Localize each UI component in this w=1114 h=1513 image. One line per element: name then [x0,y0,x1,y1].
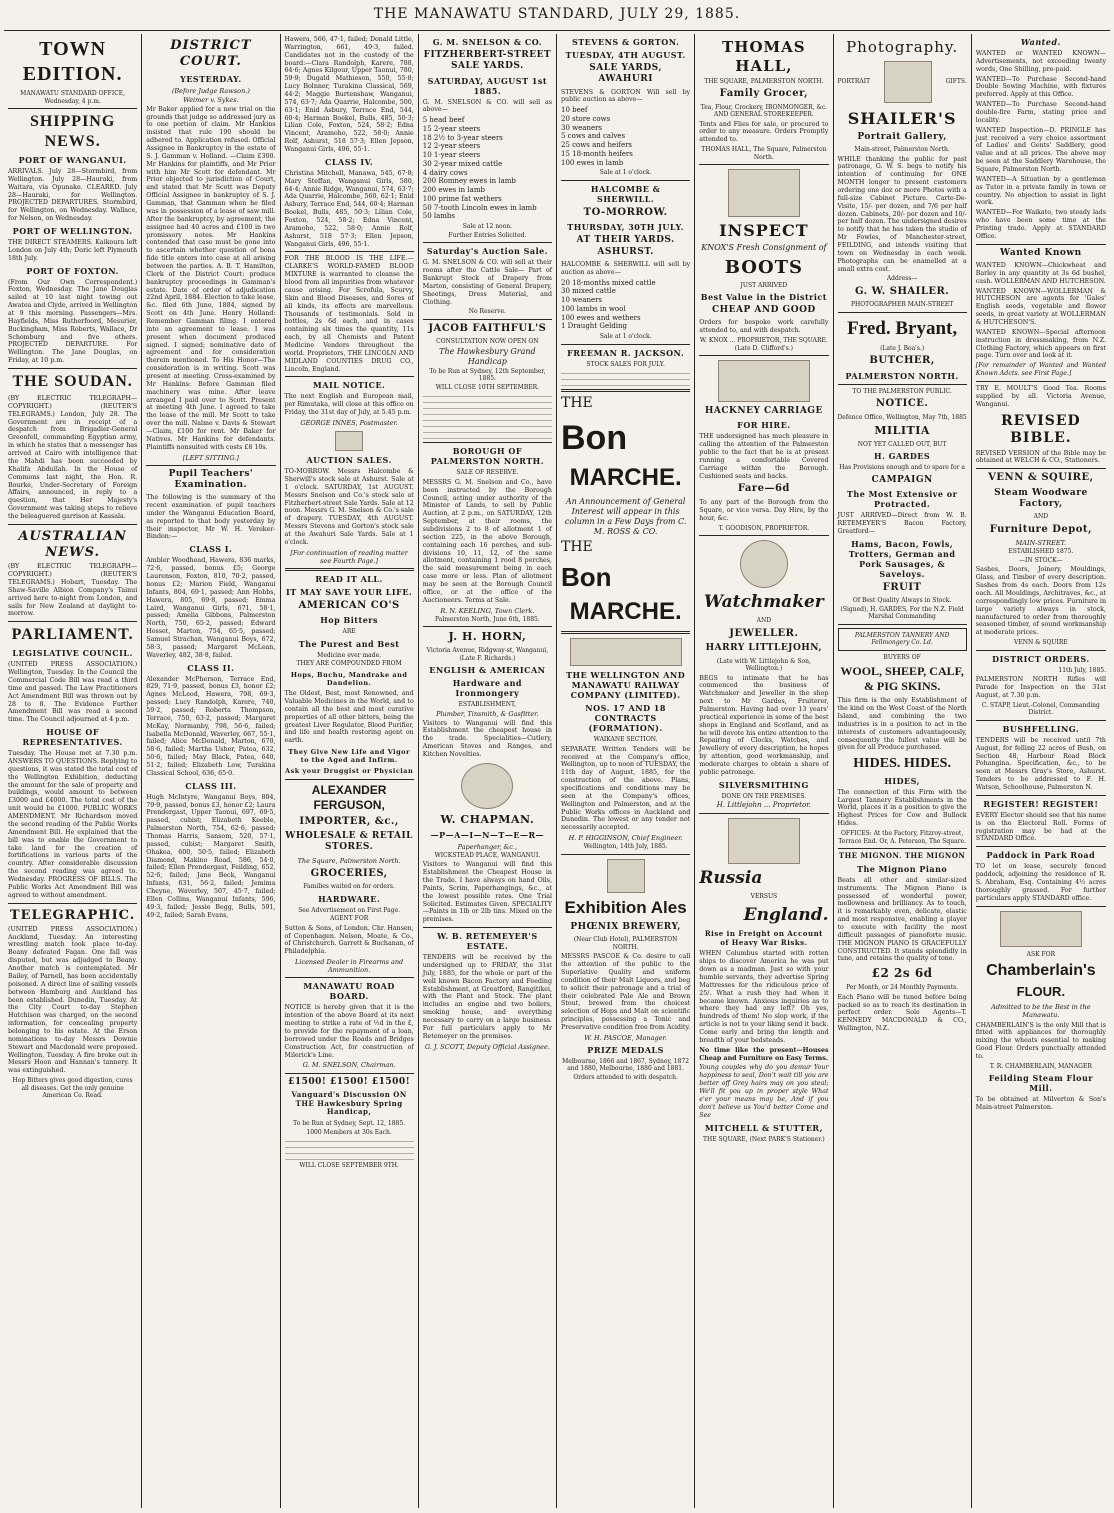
court-before: (Before Judge Rawson.) [171,86,250,95]
halcombe-intro: HALCOMBE & SHERWILL will sell by auction as above— [561,260,691,276]
road-board-sign: G. M. SNELSON, Chairman. [302,1061,396,1070]
flour-title: FLOUR. [1016,984,1066,1000]
train-engraving-icon [570,638,682,666]
house-text: Tuesday. The House met at 7.30 p.m. ANSWERS TO QUESTIONS. Replying to questions, it was stated the total cost of the Wellington Exhibition, deducting the amount for the sale of property and buildings, would amount to between £3000 and £4000. The total cost of the unit would be £1000. PUBLIC WORKS AMENDMENT. Mr Richardson moved the second reading of the Public Works Amendment Bill. He explained that the bill was to enable the Government to take land for the creation of fortifications in various parts of the country. After considerable discussion the second reading was agreed to. Wednesday. PROGRESS OF BILLS. The Public Works Act Amendment Bill was agreed to without amendment. [8,750,138,899]
hackney-title: HACKNEY CARRIAGE [704,406,823,417]
watchmaker-title: Watchmaker [704,592,824,613]
column-3 [281,34,419,1508]
not-called: NOT YET CALLED OUT, BUT [857,440,947,448]
telegraphic-text: (UNITED PRESS ASSOCIATION.) Auckland, Tuesday. An interesting wrestling match took place to-day. Beany defeated Fagan. One fall was disputed, but was adjudged to Beany. Another match is contemplated. Mr Bailey, of Parnell, has been accidentally poisoned. A direct line of sailing vessels between Hamburg and Auckland has been established. Dunedin, Tuesday. At the City Court to-day Stephen Hutchison was charged, on the second information, for concealing property belonging to his estate. At the Erson nominations to-day Messrs Downie Stewart and Macdonald were proposed. Wellington, Tuesday. A fire broke out in Messrs Hoon and Hannan's tannery. It was extinguished. [8,925,138,1075]
phoenix-sub: (Near Club Hotel), PALMERSTON NORTH. [573,936,678,951]
clock-illustration-icon [740,540,788,588]
hop-are: ARE [342,628,356,636]
column-8 [972,34,1110,1508]
fruit-sub: Of Best Quality Always in Stock. [852,597,952,605]
notice-title: NOTICE. [875,398,929,410]
foxton-text: (From Our Own Correspondent.) Foxton, Wednesday. The Jane Douglas sailed at 10 last night towing out Awatea and Clyde, arrived in Wellington at 9 this morning. Passengers—Mrs. Hayfields, Miss Rutherfoord, Mesurier, Buckingham, Miss Roberts, Wallace, Dr Schomburg and five others. PROJECTED DEPARTURE. For Wellington. The Jane Douglas, on Friday, at 10 p.m. [8,278,138,365]
hams-line: Hams, Bacon, Fowls, Trotters, German and Pork Sausages, & Saveloys. [848,538,956,579]
wanted-known-title: Wanted Known [1000,247,1082,258]
road-board-text: NOTICE is hereby given that it is the intention of the above Board at its next meeting to strike a rate of ½d in the £, to provide for the repayment of a loan, borrowed under the Roads and Bridges Construction Act, for construction of Milerick's Line. [284,1004,414,1059]
court-case: Weimer v. Sykes. [183,95,239,104]
russia-title: Russia [699,867,763,888]
mignon-tail: Each Piano will be tuned before being packed so as to reach its destination in perfect order. Sole Agents—T. KENNEDY MACDONALD & CO., Wellington, N.Z. [837,993,967,1033]
column-5 [557,34,695,1508]
ask-for: ASK FOR [1026,950,1056,958]
column-7 [834,34,972,1508]
versus-line: VERSUS [750,893,778,901]
australian-title: AUSTRALIAN NEWS. [18,528,127,561]
chapman-text: Visitors to Wanganui will find this Establishment the Cheapest House in the Trade. I have always on hand Oils, Paints, Scrim, Paperhangings, &c., at the lowest possible rates. One Trial Solicited. Estimates Given. SPECIALITY—Paints in 1lb or 2lb tins. Mixed on the premises. [422,861,552,924]
column-6 [695,34,833,1508]
bryant-butcher: BUTCHER, [869,355,935,367]
register-title: REGISTER! REGISTER! [983,798,1099,809]
bryant-name: Fred. Bryant, [847,317,958,339]
faithful-consult: CONSULTATION NOW OPEN ON [436,338,539,346]
port-wellington: PORT OF WELLINGTON. [12,226,133,237]
pascoe-text: MESSRS PASCOE & Co. desire to call the attention of the public to the Superlative Quality and uniform condition of their Malt Liquors, and beg to solicit their patronage and a trial of their celebrated Pale Ale and Brown Stout, brewed from the choicest selection of Hops and Malt on scientific principles, possessing a Tonic and Preservative condition free from Acidity. [561,953,691,1031]
bon-title: Bon [561,418,628,457]
gardes-name: H. GARDES [874,451,931,462]
mignon-title: THE MIGNON. THE MIGNON [838,851,966,861]
tannery-emblem: PALMERSTON TANNERY AND Fellmongery Co. Ld. [838,628,967,651]
stevens-intro: STEVENS & GORTON Will sell by public auction as above— [561,88,691,104]
snelson-noon: Sale at 12 noon. [462,223,513,231]
parliament-text: (UNITED PRESS ASSOCIATION.) Wellington, Tuesday. In the Council the Commercial Code Bill was read a third time and passed. The Law Practitioners Act Amendment Bill was thrown out by 28 to 8. The Evidence Further Amendment Bill was read a second time. The Council adjourned at 4 p.m. [8,661,138,724]
painter-emblem-icon [461,763,513,809]
higginson-sign: H. P. HIGGINSON, Chief Engineer. [568,834,683,843]
hides-sub: HIDES, [884,775,920,786]
left-sitting: [LEFT SITTING.] [182,453,239,462]
shailer-title: SHAILER'S [847,108,957,128]
soudan-title: THE SOUDAN. [12,373,133,391]
ferguson-hardware: HARDWARE. [318,893,381,904]
stevens-date: TUESDAY, 4TH AUGUST. [565,50,686,60]
mignon-per-month: Per Month, or 24 Monthly Payments. [846,984,959,992]
mail-text: The next English and European mail, per Rimutaka, will close at this office on Friday, the 31st day of July, at 5.45 p.m. [284,393,414,417]
saturday-title: Saturday's Auction Sale. [426,246,549,257]
horn-eng-am: ENGLISH & AMERICAN [429,665,546,675]
wanted-3: WANTED—To Purchase Second-hand double-fire Farm, stating price and locality. [975,101,1106,124]
snelson-further: Further Entries Solicited. [448,231,527,239]
boots-arrived: JUST ARRIVED [740,281,788,289]
horn-name: J. H. HORN, [448,630,527,644]
shailer-photographer: PHOTOGRAPHER MAIN-STREET [850,301,954,309]
american-co: AMERICAN CO'S [298,599,400,611]
watchmaker-and: AND [756,617,772,625]
telegraphic-title: TELEGRAPHIC. [9,907,136,923]
pupil-title: Pupil Teachers' Examination. [168,468,254,490]
silversmith-premises: DONE ON THE PREMISES. [721,792,807,800]
class2-title: CLASS II. [187,662,235,673]
class4-text: Christina Mitchell, Manawa, 545, 67·8; Mary Steffan, Wanganui Girls, 580, 64·4; Annie Ridge, Wanganui, 574, 63·7; Ada Quarrie, Halcombe, 560, 62·1; Enid Asbury, Terrace End, 544, 60·4; Harman Boekel, Bulls, 485, 50·3; Lilian Cole, Foxton, 524, 58·2; Edna Vincent, Aramoho, 522, 58·0; Annie Rolf, Ashurst, 518 57·3; Ellen Jepson, Wanganui Girls, 496, 55·1. [284,169,414,248]
bon2-title: Bon [561,561,612,592]
ferguson-importer: IMPORTER, &c., [299,815,399,827]
faithful-title: JACOB FAITHFUL'S [428,322,547,334]
marche-title: MARCHE. [569,464,682,492]
stevens-sale: Sale at 1 o'clock. [599,169,652,177]
snelson-will-sell: G. M. SNELSON & CO. will sell as above— [422,98,552,114]
wanted-known-2: WANTED KNOWN—WOLLERMAN & HUTCHESON are agents for 'Gales' English seeds, vegetable and flower seeds, in great variety at WOLLERMAN & HUTCHESON'S. [975,287,1106,327]
port-foxton: PORT OF FOXTON. [26,265,119,276]
freight-line: Rise in Freight on Account of Heavy War Risks. [704,928,823,947]
freeman-sales: STOCK SALES FOR JULY. [586,360,665,368]
wanted-known-3: WANTED KNOWN—Special afternoon instruction in dressmaking, from N.Z. Clothing Factory, which appears on first page. Turn over and look at it. [975,328,1106,360]
mail-sign: GEORGE INNES, Postmaster. [300,418,398,427]
just-arrived: JUST ARRIVED—Direct from W. B. RETEMEYER'S Bacon Factory, Greatford— [837,512,967,535]
wanted-5: WANTED—A Situation by a gentleman as Tutor in a private family in town or country. No objection to assist in light work. [975,175,1106,207]
wanted-1: WANTED or WANTED KNOWN—Advertisements, not exceeding twenty words, One Shilling, pre-paid. [975,50,1106,73]
jeweller-title: JEWELLER. [729,627,799,639]
masthead-rule [4,30,1110,31]
keeling-sign: R. N. KEELING, Town Clerk. [440,606,535,615]
bed-illustration-icon [728,818,800,864]
barrel-icon [607,859,645,893]
col1-footnote: Hop Bitters gives good digestion, cures all diseases. Get the only genuine American Co. Read. [12,1077,133,1100]
retemeyer-title: W. B. RETEMEYER'S ESTATE. [437,931,538,952]
pascoe-sign: W. H. PASCOE, Manager. [584,1033,667,1042]
venn-name: VENN & SQUIRE, [988,472,1094,484]
defence-line: Defence Office, Wellington, May 7th, 1885 [837,413,967,421]
ferguson-agent-text: Sutton & Sons, of London. Chr. Hansen, of Copenhagen. Nelson, Moate, & Co., of Christchurch. Garrett & Buchanan, of Philadelphia. [284,924,414,956]
railway-title: THE WELLINGTON AND MANAWATU RAILWAY COMPANY (LIMITED). [566,670,686,701]
ferguson-groceries: GROCERIES, [310,867,388,879]
blood-ad: FOR THE BLOOD IS THE LIFE.—CLARKE'S WORLD-FAMED BLOOD MIXTURE is warranted to cleanse the blood from all impurities from whatever cause arising. For Scrofula, Scurvy, Skin and Blood Diseases, and Sores of all kinds, its effects are marvellous. Thousands of testimonials. Sold in bottles, 2s 6d each, and in cases containing six times the quantity, 11s each, by all Chemists and Patent Medicine Vendors throughout the world. Proprietors, THE LINCOLN AND MIDLAND COUNTIES DRUG CO., Lincoln, England. [284,255,414,373]
read-it-all: READ IT ALL. [315,573,383,584]
tr-chamberlain: T. R. CHAMBERLAIN, MANAGER [989,1062,1092,1070]
poem-text: Young couples why do you demur Your happiness to seal, Don't wait till you are better off Grey hairs may on you steal; We'll fit you up in proper style What e'er your means may be, And if you don't believe us You'd better Come and See [699,1064,829,1119]
office-line: MANAWATU STANDARD OFFICE, Wednesday, 4 p.m. [20,90,126,105]
vanguard-subscriptions: 1000 Members at 30s Each. [306,1128,392,1136]
railway-section: WAIKANE SECTION. [593,736,658,744]
stevens-stock: 10 beef 20 store cows 30 weaners 5 cows and calves 25 cows and heifers 15 18-month heifers 100 ewes in lamb [561,106,633,167]
bryant-sub: (Late J. Boa's.) [880,344,925,352]
portrait-gifts-row [838,59,967,105]
purest-best: The Purest and Best [298,638,400,649]
auction-text: TO-MORROW. Messrs Halcombe & Sherwill's stock sale at Ashurst. Sale at 1 o'clock. SATURDAY, 1st AUGUST. Messrs Snelson and Co.'s stock sale at Fitzherbert-street Sale Yards. Sale at 12 noon. Messrs G. M. Snelson & Co.'s sale of drapery. TUESDAY, 4th AUGUST. Messrs Stevens and Gorton's stock sale at the Awahuri Sale Yards. Sale at 1 o'clock. [284,468,414,546]
class4-title: CLASS IV. [325,156,374,167]
class3-title: CLASS III. [185,780,237,791]
no-reserve: No Reserve. [468,308,506,316]
hackney-hire: FOR HIRE. [737,420,791,431]
medals-text: Melbourne, 1866 and 1867, Sydney, 1872 and 1880, Melbourne, 1880 and 1881. [562,1057,690,1073]
ferguson-families: Families waited on for orders. [303,883,395,891]
class2-text: Alexander McPherson, Terrace End, 829, 71·9, passed, bonus £3, honor £2; Agnes McLeod, Hawera, 798, 69·3, passed; Lucy Randolph, Karere, 740, 59·2, passed; Roberta Thompson, Terrace, 750, 63·2, passed; Margaret McKay, Normanby, 798, 56·6, failed; Isabella McDonald, Waverley, 667, 55·1, failed; Alice McDonald, Marton, 670, 58·6, failed; Martha Usher, Patea, 632, 50·6, failed; May Black, Patea, 640, 51·2, failed; Elizabeth Low, Turakina Classical School, 636, 65·0. [146,675,276,777]
road-board-title: MANAWATU ROAD BOARD. [303,981,395,1002]
vanguard-prize: £1500! £1500! £1500! [288,1076,411,1087]
bryant-pn: PALMERSTON NORTH. [845,370,959,381]
vanguard-close: WILL CLOSE SEPTEMBER 9TH. [299,1162,399,1170]
knox-line: KNOX'S Fresh Consignment of [701,243,827,253]
court-text: Mr Baker applied for a new trial on the grounds that judge so addressed jury as to one portion of claim. Mr Hankins insisted that rule 190 should be adhered to. Application refused. Official Assignee in Bankruptcy in the estate of S. J. Gamman v. Holland. —Claim £300. Mr Hankins for plaintiffs, and Mr Prior with him Mr Scott for defendant. Mr Prior objected to jurisdiction of Court, and stated that Mr Scott was Deputy Official Assignee in bankruptcy of S. J. Gamman, that Gamman when he filed was in possession of a lease of saw mill. After the bankruptcy, by agreement, the assignee had 40 acres and £100 in two promissory notes. Mr Hankins contended that case must be gone into to ascertain whether question of bona fide title enters into case at all arising between the parties. A. B. T. Hamilton, Clerk of the District Court: produce bankruptcy proceedings in Gamman's estate. Date of order of adjudication 22nd April, 1884. Election to take lease, &c. filed 6th June, 1884, signed by Scott on 4th June. Henry Holland: Remember Gamman filing. I entered into an agreement to lease. I was present when document produced signed. I signed; nominative date of agreement and for consideration therein mentioned. To His Honor—The consideration is in writing. Scott was present at meeting. Cross-examined by Mr Hankins: Before Gamman filed machinery was mine. After leave arranged I paid over to Scott. Present at meeting 4th June. I agreed to take the lease of the mill. Mr Scott to take over the mill. Nalme v. Davis & Stewart—Claim, £100 for rent. Mr Baker for Natives. Mr Hankins for defendants. Plaintiffs nonsuited with costs £8 10s. [146,105,276,451]
hall-name: THOMAS HALL, [722,38,806,75]
port-wanganui: PORT OF WANGANUI. [18,155,127,165]
court-title: DISTRICT COURT. [170,38,252,70]
venn-furniture: Furniture Depot, [989,523,1093,535]
hall-family: Family Grocer, [719,88,809,99]
horn-addr: Victoria Avenue, Ridgway-st, Wanganui, (Late F. Richards.) [426,647,549,662]
paddock-text: TO let on lease, securely fenced paddock, adjoining the residence of R. S. Abraham, Esq. Containing 4½ acres thoroughly grassed. For further particulars apply STANDARD office. [975,863,1106,902]
vanguard-sub: To be Run at Sydney, Sept. 12, 1885. [293,1120,406,1128]
hides-text: The connection of this Firm with the Largest Tannery Establishments in the World, places it in a position to give the Highest Prices for Cow and Bullock Hides. [837,788,967,828]
fare-text: To any part of the Borough from the Square, or vice versa. Day Hire, by the hour, &c. [699,498,829,522]
mail-title: MAIL NOTICE. [312,380,386,391]
venn-in-stock: —IN STOCK— [1019,556,1063,564]
remainder-note: [For remainder of Wanted and Wanted Known Adcts. see First Page.] [975,362,1106,378]
portrait-gallery: Portrait Gallery, [857,131,947,142]
flour-text: CHAMBERLAIN'S is the only Mill that is fitted with appliances for thoroughly mixing the wheats essential to making Good Flour. Orders punctually attended to. [975,1021,1106,1060]
shailer-street: Main-street, Palmerston North. [854,146,950,153]
freeman-title: FREEMAN R. JACKSON. [567,347,685,358]
try-moult: TRY E. MOULT'S Good Tea. Rooms supplied by all. Victoria Avenue, Wanganui. [975,385,1106,408]
littlejohn-text: BEGS to intimate that he has commenced the business of Watchmaker and Jeweller in the shop next to Mr Gardes, Fruiterer, Palmerston. Having had over 13 years' practical experience in some of the best shops in England and Scotland, and as he will devote his entire attention to the Repairing of Clocks, Watches, and Jewellery of every description, he hopes by attention, good workmanship, and moderate charges to obtain a share of public patronage. [699,674,829,776]
wheat-sheaf-icon [1000,911,1082,947]
soudan-text: (BY ELECTRIC TELEGRAPH—COPYRIGHT.) (REUTER'S TELEGRAMS.) London, July 28. The Government are in receipt of a despatch from Brigadier-General Greenfell, commanding Egyptian army, in which he states that a messenger has arrived at Cairo with intelligence that the Mahdi has been succeeded by Khalifa Abdullah. In the House of Commons last night, the Hon. R. Bourke, Under-Secretary of Foreign Affairs, announced, in reply to a question, that Her Majesty's Government was taking steps to relieve the beleaguered garrison at Kassala. [8,395,138,520]
bushfelling-text: TENDERS will be received until 7th August, for felling 22 acres of Bush, on Section 48, Harbour Road Block Pohangina. Specification, &c., to be seen at Messrs Gray's Store, Ashurst. Tenders to be addressed to F. H. Watson, Schoolhouse, Palmerston N. [975,736,1106,791]
venn-established: ESTABLISHED 1875. [1008,548,1074,556]
legislative-title: LEGISLATIVE COUNCIL. [12,648,133,659]
horn-establishment: ESTABLISHMENT, [458,701,517,708]
hawkesbury-close: WILL CLOSE 10TH SEPTEMBER. [435,383,540,391]
hall-addr: THE SQUARE, PALMERSTON NORTH. [704,77,824,85]
venn-text: Sashes, Doors, Joinery, Mouldings, Glass, and Timber of every description. Sashes from 4s each. Doors from 12s each. All Mouldings, Architraves, &c., at correspondingly low prices. Furniture in large variety always in stock, manufactured to order from thoroughly seasoned timber, of sound workmanship at moderate prices. [975,566,1106,637]
shailer-text: WHILE thanking the public for past patronage, G. W. S. begs to notify his intention of continuing for ONE MONTH longer to present customers ordering one doz or more Photos with a full-size Cabinet Picture. Carte-De-Visite, 15/- per dozen, and 7/6 per half dozen. Cabinets, 20/- per dozen and 10/- per half dozen. The undersigned desires to notify that he has taken the studio of Mr Fowles, of Manchester-street, FEILDING, and intends visiting that town on Wednesday in each week. Photographs can be enamelled at a small extra cost. [837,155,967,273]
flour-admitted: Admitted to be the Best in the Manawatu. [991,1003,1091,1020]
saturday-text: G. M. SNELSON & CO. will sell at their rooms after the Cattle Sale— Part of Bankrupt Stock of Drapery from Marton, consisting of General Drapery, Sheetings, Dress Material, and Clothing. [422,259,552,306]
boots-title: BOOTS [724,257,804,279]
district-title: DISTRICT ORDERS. [992,653,1090,664]
scott-sign: G. J. SCOTT, Deputy Official Assignee. [424,1042,550,1051]
house-title: HOUSE OF REPRESENTATIVES. [22,727,123,748]
russia-text: WHEN Columbus started with rotten ships to discover America he was put down as a madman. Just so with your humble servants, they advertise Spring Mattresses for the ridiculous price of 25/. What a rush they had when it became known. Anxious inquiries as to where they had any left? Oh yes, hundreds of them! No slop work, if the article is not to your liking send it back. Come early and bring the length and breadth of your bedsteads. [699,950,829,1044]
sale-reserve: SALE OF RESERVE. [456,469,519,477]
stevens-title: STEVENS & GORTON. [571,37,680,47]
best-value: Best Value in the District [700,292,827,303]
edition-title: TOWN EDITION. [22,38,123,85]
snelson-title: G. M. SNELSON & CO. [432,37,543,47]
gifts-label: GIFTS. [945,78,967,85]
chamberlain-title: Chamberlain's [986,962,1096,980]
shipping-title: SHIPPING NEWS. [29,113,116,150]
bon2-the: THE [561,539,593,556]
bible-title: REVISED BIBLE. [1001,412,1081,447]
vanguard-title: Vanguard's Discussion ON THE Hawkesbury Spring Handicap, [291,1089,407,1117]
littlejohn-name: HARRY LITTLEJOHN, [705,643,823,654]
hall-trades: Tea, Flour, Crockery, IRONMONGER, &c. AND GENERAL STOREKEEPER. [700,103,828,118]
masthead: THE MANAWATU STANDARD, JULY 29, 1885. [373,6,741,22]
venn-and: AND [1033,513,1049,521]
palmerston-date: Palmerston North, June 6th, 1885. [435,615,540,623]
fare-line: Fare—6d [737,483,790,495]
littlejohn-sign: H. Littlejohn ... Proprietor. [716,801,812,810]
wanted-6: WANTED—For Waikato, two steady lads who have been some time at the Printing trade. Apply at STANDARD Office. [975,209,1106,240]
camera-illustration-icon [884,61,932,103]
pascoe-orders: Orders attended to with despatch. [573,1073,678,1081]
venn-sign: VENN & SQUIRE [1014,639,1068,647]
gardes-text: Has Provisions enough and to spare for a [839,464,965,472]
snelson-stock: 5 head beef 15 2-year steers 18 2½ to 3-year steers 12 2-year steers 10 1-year steers 30 2-year mixed cattle 4 dairy cows 200 Romney ewes in lamb 200 ewes in lamb 100 prime fat wethers 50 7-tooth Lincoln ewes in lamb 50 lambs [422,116,537,221]
ferguson-wholesale: WHOLESALE & RETAIL STORES. [285,831,414,853]
horn-hardware: Hardware and Ironmongery [452,678,523,698]
hammer-icon [335,431,363,451]
silversmith-title: SILVERSMITHING [718,779,809,790]
chapman-painter: —P—A—I—N—T—E—R— [430,829,545,840]
wellington-text: THE DIRECT STEAMERS. Kaikoura left London on July 4th; Doric left Plymouth 18th July. [8,239,138,262]
bible-text: REVISED VERSION of the Bible may be obtained at WELCH & CO., Stationers. [975,449,1106,465]
notice-hdr: TO THE PALMERSTON PUBLIC. [852,387,952,395]
medicine-line: Medicine ever made. [317,651,382,659]
column-2 [142,34,280,1508]
parliament-title: PARLIAMENT. [11,626,134,644]
carriage-illustration-icon [718,360,810,402]
ferguson-agent: AGENT FOR [329,915,369,923]
hall-text: Tents and Flies for sale, or procured to order to any measure. Orders Promptly attended to. [699,120,829,144]
bushfelling-title: BUSHFELLING. [1002,723,1080,734]
register-text: EVERY Elector should see that his name is on the Electoral Roll. Forms of registration may be had at the STANDARD Office. [975,811,1106,843]
feilding-mill: Feilding Steam Flour Mill. [988,1073,1094,1094]
goodison-sign: T. GOODISON, PROPRIETOR. [718,524,810,532]
australian-text: (BY ELECTRIC TELEGRAPH—COPYRIGHT.) (REUTER'S TELEGRAMS.) Hobart, Tuesday. The Shaw-Saville Albion Company's Tainui arrived here to-night from London, and sails for New Zealand at daylight to-morrow. [8,563,138,618]
cheap-good: CHEAP AND GOOD [712,305,816,316]
save-life: IT MAY SAVE YOUR LIFE. [286,586,413,597]
wanted-4: WANTED Inspection—D. PRINGLE has just received a very choice assortment of Ladies' and Gents' Saddlery, good value and at all prices. The above may be seen at the Saddlery Warehouse, the Square, Palmerston North. [975,126,1106,174]
shailer-address: Address— [886,275,918,283]
snelson-date: SATURDAY, AUGUST 1st 1885. [427,75,548,96]
borough-text: MESSRS G. M. Snelson and Co., have been instructed by the Borough Council, acting under authority of the Minister of Lands, to sell by Public Auction, at 2 p.m., on SATURDAY, 12th September, at their rooms, the subdivisions 2 to 8 of allotment 1 of section 225, in the above Borough, containing each 16 perches, and sub-divisions 10, 11, 12, of the same allotment, containing 1 rood 8 perches, the said measurement being in each case more or less. Plan of allotment may be seen at the Borough Council office, or at the office of the Auctioneers. Terms at Sale. [422,478,552,604]
halcombe-date: THURSDAY, 30TH JULY. [567,222,684,233]
mignon-text: Beats all other and similar-sized instruments. The Mignon Piano is possessed of wonderful power, mellowness and brilliancy. As to touch, it is remarkably even, delicate, elastic and most responsive, enabling a player to execute with facility the most difficult passages of pianoforte music. THE MIGNON PIANO IS GRACEFULLY CONSTRUCTED. It stands splendidly in tune, and retains the quality of tone. [837,876,967,963]
court-yesterday: YESTERDAY. [180,73,242,84]
stevens-yards: SALE YARDS, AWAHURI [589,63,662,85]
wanted-title: Wanted. [1020,37,1061,47]
venn-main: MAIN-STREET. [1015,539,1067,548]
prize-medals: PRIZE MEDALS [587,1044,664,1055]
phoenix-brewery: PHŒNIX BREWERY, [570,922,681,933]
wanted-known-1: WANTED KNOWN—Chickwheat and Barley in any quantity at 3s 6d bushel, cash. WOLLERMAN AND HUTCHESON. [975,262,1106,285]
marche2-title: MARCHE. [569,598,682,626]
shailer-name: G. W. SHAILER. [854,285,950,297]
tannery-text: This firm is the only Establishment of the kind on the West Coast of the North Island, and combining the two industries is in a position to act in the interests of customers advantageously, consequently the fullest value will be given for all Produce purchased. [837,697,967,752]
pupil-intro: The following is the summary of the recent examination of pupil teachers under the Wanganui Education Board, as reported to that body yesterday by their inspector, Mr W. H. Vereker-Bindon:— [146,494,276,541]
district-text: PALMERSTON NORTH Rifles will Parade for Inspection on the 31st August, at 7.30 p.m. [975,676,1106,699]
new-life: They Give New Life and Vigor to the Aged and Infirm. [288,748,410,765]
paddock-title: Paddock in Park Road [986,850,1096,861]
wool-title: WOOL, SHEEP, CALF, & PIG SKINS. [840,664,964,694]
ferguson-licensed: Licensed Dealer in Firearms and Ammunition. [295,958,404,975]
railway-date: Wellington, 14th July, 1885. [583,843,668,851]
hawkesbury-title: The Hawkesbury Grand Handicap [439,346,536,366]
venn-steam: Steam Woodware Factory, [994,487,1088,510]
ferguson-name: ALEXANDER FERGUSON, [311,782,387,812]
hop-text: The Oldest, Best, most Renowned, and Valuable Medicines in the World, and to contain all the best and most curative properties of all other bitters, being the greatest Liver Regulator, Blood Purifier, and life and health restoring agent on earth. [284,690,414,745]
mignon-price: £2 2s 6d [871,966,933,981]
flour-footer: To be obtained at Milverton & Son's Main-street Palmerston. [975,1096,1106,1112]
retemeyer-text: TENDERS will be received by the undersigned up to FRIDAY, the 31st July, 1885, for the whole or part of the well known Bacon Factory and Feeding Establishment, at Greatford, Rangitikei, with the Plant and Stock. The plant includes an engine and two boilers, smoking house, and everything necessary to carry on a large business. For full particulars apply to Mr Retemeyer on the premises. [422,954,552,1040]
buyers-line: BUYERS OF [883,653,921,661]
wanted-2: WANTED—To Purchase Second-hand Double Sewing Machine, with fixtures preferred. Apply at this Office. [975,75,1106,99]
continuation-note: [For continuation of reading matter see Fourth Page.] [290,548,408,565]
mitchell-addr: THE SQUARE, (Next PARK'S Stationer.) [703,1135,825,1143]
mignon-piano: The Mignon Piano [856,863,948,874]
stapp-sign: C. STAPP, Lieut.-Colonel, Commanding District. [981,701,1100,717]
photography-title: Photography. [846,38,959,56]
halcombe-stock: 20 18-months mixed cattle 30 mixed cattle 10 weaners 100 lambs in wool 100 ewes and wethers 1 Draught Gelding [561,278,656,331]
horn-plumber: Plumber, Tinsmith, & Gasfitter. [436,709,539,718]
inspect-title: INSPECT [719,221,809,241]
littlejohn-sub: (Late with W. Littlejohn & Son, Wellington.) [716,657,811,673]
halcombe-sale: Sale at 1 o'clock. [599,333,652,341]
halcombe-title: HALCOMBE & SHERWILL. [590,183,661,204]
halcombe-tomorrow: TO-MORROW. [583,206,668,218]
auction-title: AUCTION SALES. [306,455,392,466]
newspaper-page [4,34,1110,1508]
class3-text: Hugh McIntyre, Wanganui Boys, 804, 79·9, passed, bonus £3, honor £2; Laura Prendergast, Upper Taonui, 697, 69·5, passed, cubist; Elizabeth Keeble, Palmerston North, 754, 62·6, passed; Thomas Harris, Sansom, 520, 57·1, passed, cubist; Margaret Smith, Ohakea, 600, 50·5, failed; Elizabeth Diamond, Makino Road, 586, 54·0, failed; Ellen Prendergast, Feilding, 652, 52·6, failed; Jane Beck, Wanganui Infants, 631, 56·2, failed; Jemima Cheyne, Waverley, 507, 45·7, failed; Ellen Collins, Wanganui Infants, 596, 49·3, failed; Jessie Begg, Bulls, 591, 49·2, failed; Sarah Evans, [146,793,276,919]
exhibition-ales: Exhibition Ales [564,897,687,917]
knox-text: Orders for bespoke work carefully attended to, and with despatch. [699,319,829,335]
compounded-line: THEY ARE COMPOUNDED FROM [296,660,402,668]
hawkesbury-sub: To be Run at Sydney, 12th September, 1885. [429,367,546,383]
ferguson-see-ad: See Advertisement on First Page. [298,906,401,914]
extensive-line: The Most Extensive or Protracted. [846,489,958,510]
railway-text: SEPARATE Written Tenders will be received at the Company's office, Wellington, up to noon of TUESDAY, the 11th day of August, 1885, for the construction of the above. Plans, specifications and conditions may be seen at the Company's offices, Wellington and Palmerston, and at the Public Works offices in Auckland and Dunedin. The lowest or any tender not necessarily accepted. [561,745,691,832]
mitchell-name: MITCHELL & STUTTER, [704,1122,823,1133]
column-1 [4,34,142,1508]
hall-sign: THOMAS HALL, The Square, Palmerston North. [701,146,827,161]
horn-text: Visitors to Wanganui will find this Establishment the cheapest house in the trade. Specialities—Cutlery, American Stoves and Ranges, and Kitchen Novelties. [422,719,552,759]
class1-text: Ambler Woodhead, Hawera, 836 marks, 72·6, passed, bonus £5; George Laurenson, Foxton, 810, 70·2, passed, bonus £2; Marion Field, Wanganui Infants, 804, 69·1, passed; Ann Hobbs, Hawera, 805, 69·8, passed; Emma Laird, Wanganui Girls, 671, 58·1, passed; Amelia Gibbons, Palmerston North, 750, 65·2, passed; Edward Hosset, Marton, 754, 65·5, passed; Samuel Strachan, Wanganui Boys, 672, 58·3, passed; Margaret McLean, Waverley, 482, 38·8, failed. [146,557,276,659]
boot-illustration-icon [728,169,800,217]
fitzherbert-title: FITZHERBERT-STREET SALE YARDS. [423,50,552,72]
district-date: 11th July, 1885. [1058,666,1106,674]
fruit-title: FRUIT [882,581,922,593]
no-time-line: No time like the present—Houses Cheap and Furniture on Easy Terms. [699,1046,829,1062]
borough-title: BOROUGH OF PALMERSTON NORTH. [430,446,544,467]
bon-the: THE [561,395,593,412]
bon-announcement: An Announcement of General Interest will appear in this column in a Few Days from C. M. ROSS & CO. [564,497,687,537]
halcombe-yards: AT THEIR YARDS. ASHURST. [576,235,675,257]
ferguson-square: The Square, Palmerston North. [297,856,401,865]
chapman-paperhanger: Paperhanger, &c., [457,842,518,851]
gardes-sign: (Signed), H. GARDES, For the N.Z. Field Marshal Commanding [840,605,964,621]
offices-line: OFFICES: At the Factory, Fitzroy-street, Terrace End. Or, A. Peterson, The Square. [838,830,967,845]
hops-line: Hops, Buchu, Mandrake and Dandelion. [290,670,408,688]
chapman-name: W. CHAPMAN. [440,812,535,826]
campaign-title: CAMPAIGN [871,474,933,485]
class1-title: CLASS I. [189,544,233,555]
england-title: England. [743,904,829,925]
wanganui-text: ARRIVALS. July 28—Stormbird, from Wellington. July 28—Hauraki, from Waitara, via Opunake. CLEARED. July 28—Hauraki, for Wellington. PROJECTED DEPARTURES. Stormbird, for Wellington, on Wednesday. Wallace, for Nelson, on Wednesday. [8,168,138,223]
hackney-text: THE undersigned has much pleasure in calling the attention of the Palmerston public to the fact that he is at present running a comfortable Covered Carriage within the Borough. Cushioned seats and backs. [699,433,829,480]
class-cont-text: Hawera, 566, 47·1, failed; Donald Little, Warrington, 661, 49·3, failed. Candidates not in the custody of the board:—Clara Randolph, Karere, 788, 64·6; Agnes Kilgour, Upper Taonui, 780, 59·9; Dugald Mathieson, 550, 55·8; Lucy Bolnner, Turakina Classical, 569, 44·2; Maggie Burtenshaw, Wanganui, 574, 63·7; Ada Quarrie, Halcombe, 500, 63·1; Enid Asbury, Terrace End, 544, 60·4; Harman Boekel, Bulls, 485, 50·3; Lilian Cole, Foxton, 524, 58·2; Edna Vincent, Aramoho, 522, 58·0; Annie Rolf, Ashurst, 518 57·3; Ellen Jepson, Wanganui Girls, 496, 55·1. [284,36,414,154]
druggist-line: Ask your Druggist or Physician [285,767,414,776]
militia-title: MILITIA [874,424,930,438]
knox-sign: W. KNOX ... PROPRIETOR, THE SQUARE. (Late D. Clifford's.) [699,337,828,352]
hop-bitters: Hop Bitters [320,615,379,626]
railway-contracts: NOS. 17 AND 18 CONTRACTS (FORMATION). [585,703,666,734]
hides-title: HIDES. HIDES. [853,756,951,772]
portrait-label: PORTRAIT [837,78,871,85]
chapman-addr: WICKSTEAD PLACE, WANGANUI. [434,851,541,859]
column-4 [419,34,557,1508]
